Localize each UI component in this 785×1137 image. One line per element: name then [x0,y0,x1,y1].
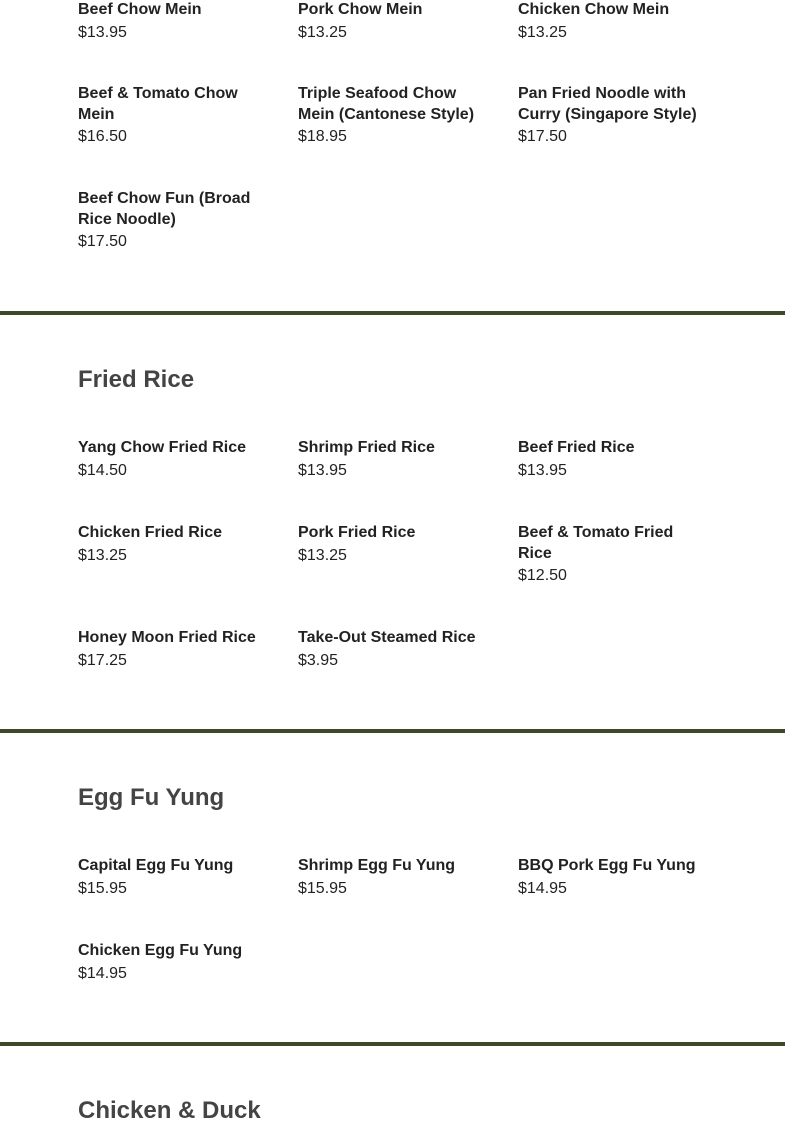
menu-item-name: BBQ Pork Egg Fu Yung [518,857,696,874]
menu-item-name: Pork Chow Mein [298,1,423,18]
menu-item-price: $14.50 [78,461,127,479]
menu-item-name: Capital Egg Fu Yung [78,857,234,874]
menu-item-name: Chicken Egg Fu Yung [78,942,243,959]
menu-item [298,84,488,148]
menu-item-name: Chicken Fried Rice [78,524,223,541]
menu-item [298,0,488,44]
menu-item-price: $12.50 [518,567,567,584]
menu-item [78,941,268,985]
menu-item-name: Shrimp Egg Fu Yung [298,857,456,874]
menu-item-name: Beef & Tomato Chow Mein [78,85,238,123]
menu-item [78,856,268,900]
menu-item-price: $17.50 [78,233,127,250]
menu-item-name: Pork Fried Rice [298,524,416,541]
menu-item-price: $14.95 [518,879,567,897]
menu-item-price: $16.50 [78,128,127,145]
menu-item-price: $13.25 [298,546,347,564]
menu-item-price: $13.25 [298,23,347,41]
menu-item-name: Chicken Chow Mein [518,1,670,18]
menu-item [78,523,268,567]
menu-item-price: $13.25 [518,23,567,41]
menu-item-name: Beef Chow Fun (Broad Rice Noodle) [78,190,251,228]
section-divider [0,1042,785,1046]
menu-item-price: $13.95 [298,461,347,479]
menu-item [78,84,268,148]
menu-item-price: $13.95 [78,23,127,41]
menu-item-price: $13.25 [78,546,127,564]
section-divider [0,311,785,315]
menu-item [518,438,708,482]
menu-item-name: Triple Seafood Chow Mein (Cantonese Style) [298,85,475,123]
menu-item-price: $15.95 [298,879,347,897]
menu-item-name: Beef Fried Rice [518,439,635,456]
menu-item [518,84,708,148]
menu-item-name: Beef Chow Mein [78,1,202,18]
section-divider [0,729,785,733]
menu-item [78,0,268,44]
menu-item [298,856,488,900]
menu-item [78,628,268,672]
menu-item-price: $18.95 [298,128,347,145]
menu-item [518,0,708,44]
section-title-chicken-duck: Chicken & Duck [78,1097,261,1124]
menu-item-price: $17.50 [518,128,567,145]
menu-item-price: $14.95 [78,964,127,982]
menu-item-price: $13.95 [518,461,567,479]
section-title-fried-rice: Fried Rice [78,366,195,393]
menu-item-price: $17.25 [78,651,127,669]
menu-item [298,628,488,672]
menu-item-name: Pan Fried Noodle with Curry (Singapore Style) [518,85,697,123]
menu-item-price: $15.95 [78,879,127,897]
menu-item-price: $3.95 [298,651,339,669]
menu-item-name: Shrimp Fried Rice [298,439,435,456]
menu-item-name: Yang Chow Fried Rice [78,439,247,456]
menu-item-name: Take-Out Steamed Rice [298,629,476,646]
section-title-egg-fu-yung: Egg Fu Yung [78,784,225,811]
menu-item [518,856,708,900]
menu-item [78,438,268,482]
menu-item [78,189,268,253]
menu-item [298,523,488,567]
menu-item [298,438,488,482]
menu-item-name: Beef & Tomato Fried Rice [518,524,674,562]
menu-item-name: Honey Moon Fried Rice [78,629,256,646]
menu-item [518,523,708,587]
